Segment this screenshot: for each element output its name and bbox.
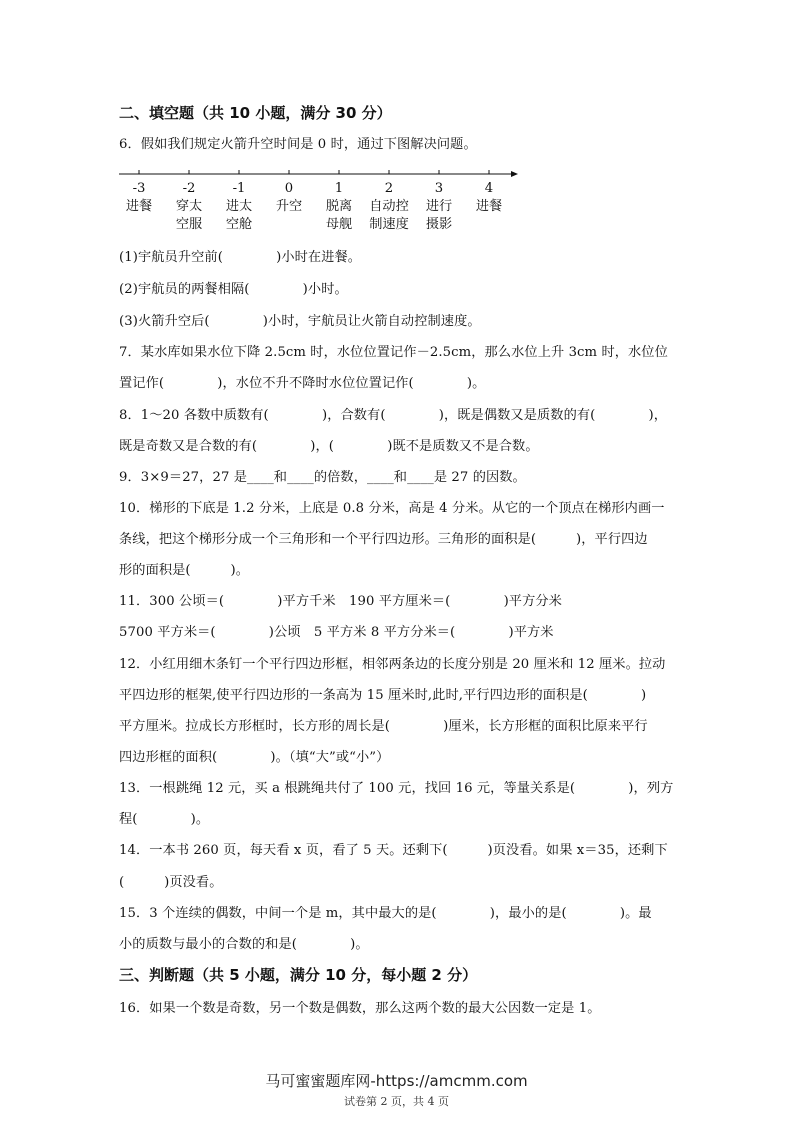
question-6: 6．假如我们规定火箭升空时间是 0 时，通过下图解决问题。 [119, 137, 477, 152]
tick-label-line-1: 进太 [225, 199, 253, 214]
number-line [119, 168, 519, 238]
tick-label-line-2: 制速度 [369, 217, 409, 232]
tick-label-line-1: 自动控 [369, 199, 409, 214]
question-10-line-2: 条线，把这个梯形分成一个三角形和一个平行四边形。三角形的面积是( )，平行四边 [119, 532, 648, 547]
watermark: 马可蜜蜜题库网-https://amcmm.com [265, 1072, 528, 1090]
tick-label-line-1: 脱离 [325, 199, 353, 214]
question-12-line-3: 平方厘米。拉成长方形框时，长方形的周长是( )厘米，长方形框的面积比原来平行 [119, 719, 648, 734]
tick-value: -1 [232, 181, 246, 196]
question-12-line-2: 平四边形的框架,使平行四边形的一条高为 15 厘米时,此时,平行四边形的面积是( ) [119, 688, 647, 703]
question-10-line-1: 10．梯形的下底是 1.2 分米，上底是 0.8 分米，高是 4 分米。从它的一个顶点在梯形内画一 [119, 501, 665, 516]
arrow-right-icon [511, 171, 518, 177]
tick-value: 4 [484, 181, 494, 196]
question-11-line-2: 5700 平方米＝( )公顷 5 平方米 8 平方分米＝( )平方米 [119, 625, 554, 640]
tick-value: 2 [384, 181, 394, 196]
tick-label-line-1: 进行 [425, 199, 453, 214]
question-14-line-2: ( )页没看。 [119, 875, 223, 890]
question-13-line-2: 程( )。 [119, 812, 210, 827]
question-7-line-2: 置记作( )，水位不升不降时水位位置记作( )。 [119, 376, 486, 391]
tick-label-line-1: 穿太 [175, 199, 203, 214]
tick-value: 0 [284, 181, 294, 196]
tick-value: 1 [334, 181, 344, 196]
question-12-line-4: 四边形框的面积( )。（填“大”或“小”） [119, 750, 390, 765]
page-footer: 试卷第 2 页，共 4 页 [344, 1095, 449, 1108]
question-6-2: (2)宇航员的两餐相隔( )小时。 [119, 282, 348, 297]
tick-label-line-1: 升空 [275, 199, 303, 214]
question-16: 16．如果一个数是奇数，另一个数是偶数，那么这两个数的最大公因数一定是 1。 [119, 1001, 601, 1016]
question-13-line-1: 13．一根跳绳 12 元，买 a 根跳绳共付了 100 元，找回 16 元，等量关系是( )，列方 [119, 781, 674, 796]
question-8-line-1: 8．1～20 各数中质数有( )，合数有( )，既是偶数又是质数的有( )， [119, 408, 668, 423]
question-14-line-1: 14．一本书 260 页，每天看 x 页，看了 5 天。还剩下( )页没看。如果 x＝35，还剩下 [119, 843, 668, 858]
question-7-line-1: 7．某水库如果水位下降 2.5cm 时，水位位置记作－2.5cm，那么水位上升 3cm 时，水位位 [119, 345, 668, 360]
question-11-line-1: 11．300 公顷＝( )平方千米 190 平方厘米＝( )平方分米 [119, 594, 562, 609]
tick-value: -2 [182, 181, 196, 196]
tick-label-line-2: 空舱 [225, 217, 253, 232]
question-15-line-2: 小的质数与最小的合数的和是( )。 [119, 937, 369, 952]
question-15-line-1: 15．3 个连续的偶数，中间一个是 m，其中最大的是( )，最小的是( )。最 [119, 906, 652, 921]
question-8-line-2: 既是奇数又是合数的有( )，( )既不是质数又不是合数。 [119, 439, 539, 454]
tick-label-line-1: 进餐 [475, 199, 503, 214]
tick-label-line-2: 母舰 [325, 217, 353, 232]
tick-label-line-2: 摄影 [425, 217, 453, 232]
tick-value: -3 [132, 181, 146, 196]
tick-value: 3 [434, 181, 444, 196]
question-9: 9．3×9＝27，27 是____和____的倍数，____和____是 27 的因数。 [119, 470, 526, 485]
tick-label-line-2: 空服 [175, 217, 203, 232]
tick-label-line-1: 进餐 [125, 199, 153, 214]
question-6-1: (1)宇航员升空前( )小时在进餐。 [119, 250, 362, 265]
question-6-3: (3)火箭升空后( )小时，宇航员让火箭自动控制速度。 [119, 314, 481, 329]
question-10-line-3: 形的面积是( )。 [119, 563, 250, 578]
section-3-title: 三、判断题（共 5 小题，满分 10 分，每小题 2 分） [119, 966, 478, 984]
section-2-title: 二、填空题（共 10 小题，满分 30 分） [119, 104, 392, 122]
question-12-line-1: 12．小红用细木条钉一个平行四边形框，相邻两条边的长度分别是 20 厘米和 12 厘米。拉动 [119, 657, 666, 672]
